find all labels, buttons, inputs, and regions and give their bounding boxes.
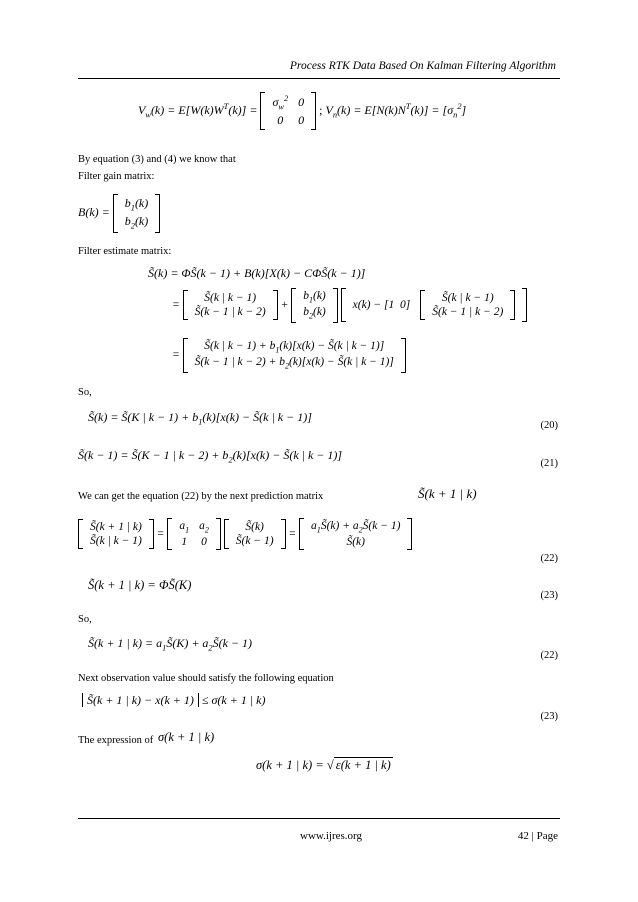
text-by-equation: By equation (3) and (4) we know that [78,154,236,165]
eq-number-20: (20) [540,420,558,431]
equation-23b: S̃(k + 1 | k) − x(k + 1) ≤ σ(k + 1 | k) [82,693,265,708]
estimate-equation-line2: = S̃(k | k − 1) S̃(k − 1 | k − 2) + $b_1(k)$ $b_2(k)$ x(k) − [1 0] S̃(k | k − 1) S̃(k − 1 | k − 2) [172,288,527,323]
sigma-term: σ(k + 1 | k) [158,730,215,744]
eq-number-22b: (22) [540,650,558,661]
estimate-equation-line1: S̃(k) = ΦS̃(k − 1) + B(k)[X(k) − CΦS̃(k − 1)] [148,266,366,280]
eq-number-21: (21) [540,458,558,469]
eq-number-23a: (23) [540,590,558,601]
sigma-definition-equation: σ(k + 1 | k) = √ ε(k + 1 | k) [256,758,391,772]
footer-rule [78,818,560,819]
text-next-observation: Next observation value should satisfy the following equation [78,673,334,684]
noise-covariance-equation: $V_w(k) = E[W(k)W^T(k)]$ = $\sigma_w^2$ 0 0 0 ; $V_n(k) = E[N(k)N^T(k)] = [\sigma_n^2]$ [138,92,466,130]
text-prediction-matrix: We can get the equation (22) by the next prediction matrix [78,491,324,502]
equation-23a: S̃(k + 1 | k) = ΦS̃(K) [88,578,192,592]
footer-page-number: 42 | Page [517,830,558,842]
equation-22a: S̃(k + 1 | k) S̃(k | k − 1) = $a_1$ $a_2$ 1 0 S̃(k) S̃(k − 1) = $a_1S̃(k)$ + $a_2S̃(k - 1)$ S̃(k) [78,518,412,550]
gain-matrix-equation: B(k) = $b_1(k)$ $b_2(k)$ [78,194,160,233]
text-so-1: So, [78,387,92,398]
header-rule [78,78,560,79]
text-expression-of: The expression of [78,735,154,746]
running-header: Process RTK Data Based On Kalman Filtering Algorithm [289,60,556,72]
equation-22b: S̃(k + 1 | $k) = a_1S̃(K)$ + $a_2S̃(k - 1)$ [88,636,253,653]
estimate-equation-line3: = S̃(k | $k - 1) + b_1(k)[x(k)$ − S̃(k | k − 1)] S̃(k − 1 | $k - 2) + b_2(k)[x(k)$ − S̃(k | k − 1)] [172,338,406,373]
equation-21: S̃(k − 1) = S̃(K − 1 | $k - 2) + b_2(k)[x(k)$ − S̃(k | k − 1)] [78,448,343,465]
equation-20: S̃(k) = S̃(K | $k - 1) + b_1(k)[x(k)$ − S̃(k | k − 1)] [88,410,312,427]
footer-url: www.ijres.org [300,830,363,842]
prediction-matrix-term: S̃(k + 1 | k) [418,486,477,501]
eq-number-22a: (22) [540,553,558,564]
text-filter-estimate: Filter estimate matrix: [78,246,172,257]
eq-number-23b: (23) [540,711,558,722]
text-so-2: So, [78,614,92,625]
text-filter-gain: Filter gain matrix: [78,171,155,182]
